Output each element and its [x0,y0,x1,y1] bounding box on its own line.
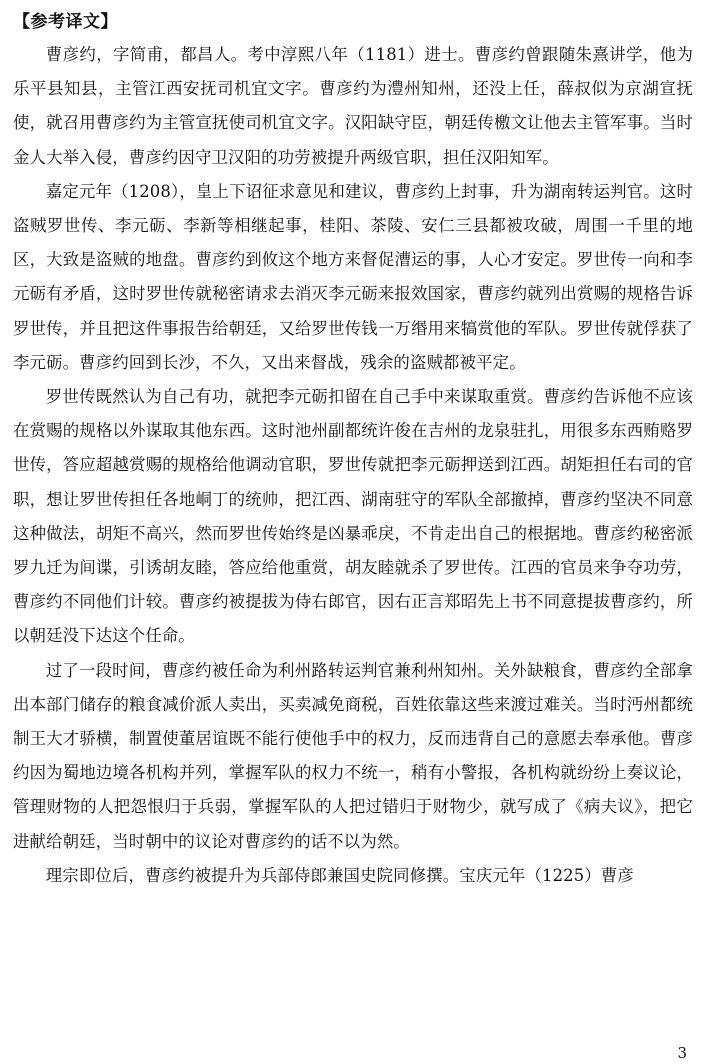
paragraph-5: 理宗即位后，曹彦约被提升为兵部侍郎兼国史院同修撰。宝庆元年（1225）曹彦 [45,865,634,885]
page-number: 3 [677,1044,687,1062]
paragraph-1: 曹彦约，字简甫，都昌人。考中淳熙八年（1181）进士。曹彦约曾跟随朱熹讲学，他为乐平县知县，主管江西安抚司机宜文字。曹彦约为澧州知州，还没上任，薛叔似为京湖宣抚使，就召用曹彦约为主管宣抚使司机宜文字。汉阳缺守臣，朝廷传檄文让他去主管军事。当时金人大举入侵，曹彦约因守卫汉阳的功劳被提升两级官职，担任汉阳知军。 [13,45,693,167]
paragraph-3: 罗世传既然认为自己有功，就把李元砺扣留在自己手中来谋取重赏。曹彦约告诉他不应该在赏赐的规格以外谋取其他东西。这时池州副都统许俊在吉州的龙泉驻扎，用很多东西贿赂罗世传，答应超越赏赐的规格给他调动官职，罗世传就把李元砺押送到江西。胡矩担任右司的官职，想让罗世传担任各地峒丁的统帅，把江西、湖南驻守的军队全部撤掉，曹彦约坚决不同意这种做法，胡矩不高兴，然而罗世传始终是凶暴乖戾，不肯走出自己的根据地。曹彦约秘密派罗九迁为间谍，引诱胡友睦，答应给他重赏，胡友睦就杀了罗世传。江西的官员来争夺功劳，曹彦约不同他们计较。曹彦约被提拔为侍右郎官，因右正言郑昭先上书不同意提拔曹彦约，所以朝廷没下达这个任命。 [13,387,693,646]
document-page [13,8,693,893]
paragraph-4: 过了一段时间，曹彦约被任命为利州路转运判官兼利州知州。关外缺粮食，曹彦约全部拿出本部门储存的粮食减价派人卖出，买卖减免商税，百姓依靠这些来渡过难关。当时沔州都统制王大才骄横，制置使董居谊既不能行使他手中的权力，反而违背自己的意愿去奉承他。曹彦约因为蜀地边境各机构并列，掌握军队的权力不统一，稍有小警报，各机构就纷纷上奏议论，管理财物的人把怨恨归于兵弱，掌握军队的人把过错归于财物少，就写成了《病夫议》，把它进献给朝廷，当时朝中的议论对曹彦约的话不以为然。 [13,660,693,851]
paragraph-2: 嘉定元年（1208），皇上下诏征求意见和建议，曹彦约上封事，升为湖南转运判官。这时盗贼罗世传、李元砺、李新等相继起事，桂阳、茶陵、安仁三县都被攻破，周围一千里的地区，大致是盗贼的地盘。曹彦约到攸这个地方来督促漕运的事，人心才安定。罗世传一向和李元砺有矛盾，这时罗世传就秘密请求去消灭李元砺来报效国家，曹彦约就列出赏赐的规格告诉罗世传，并且把这件事报告给朝廷，又给罗世传钱一万缗用来犒赏他的军队。罗世传就俘获了李元砺。曹彦约回到长沙，不久，又出来督战，残余的盗贼都被平定。 [13,181,693,372]
section-heading: 【参考译文】 [13,12,118,32]
